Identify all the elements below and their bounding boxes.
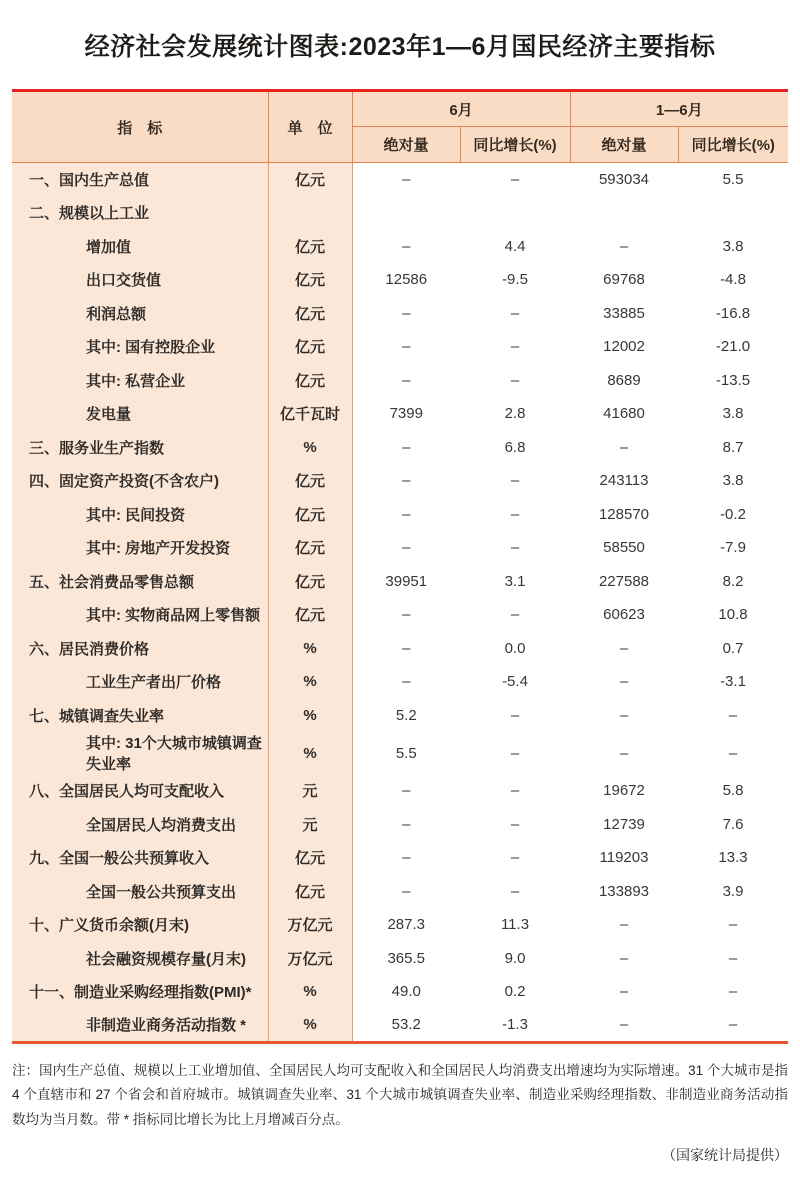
indicators-table — [12, 89, 788, 1044]
june-yoy-cell: 0.2 — [460, 975, 570, 1009]
june-absolute-cell: 49.0 — [352, 975, 460, 1009]
june-yoy-cell: 4.4 — [460, 230, 570, 264]
june-yoy-cell: 0.0 — [460, 632, 570, 666]
june-absolute-cell: – — [352, 364, 460, 398]
june-yoy-cell: 11.3 — [460, 908, 570, 942]
june-yoy-cell: 2.8 — [460, 397, 570, 431]
june-absolute-cell: 53.2 — [352, 1009, 460, 1043]
june-yoy-cell: – — [460, 297, 570, 331]
cum-absolute-cell — [570, 196, 678, 230]
june-yoy-cell: – — [460, 808, 570, 842]
source-credit: （国家统计局提供） — [662, 1147, 788, 1164]
cum-absolute-cell: 593034 — [570, 163, 678, 197]
cum-yoy-cell: 8.2 — [678, 565, 788, 599]
indicator-cell: 十、广义货币余额(月末) — [12, 908, 268, 942]
cum-yoy-cell: -0.2 — [678, 498, 788, 532]
indicator-cell: 八、全国居民人均可支配收入 — [12, 774, 268, 808]
indicator-cell: 出口交货值 — [12, 263, 268, 297]
header-row-groups — [12, 91, 788, 127]
table-row — [12, 908, 788, 942]
unit-cell: 亿元 — [268, 364, 352, 398]
table-row — [12, 297, 788, 331]
indicator-cell: 一、国内生产总值 — [12, 163, 268, 197]
cum-yoy-cell: 7.6 — [678, 808, 788, 842]
indicator-cell: 四、固定资产投资(不含农户) — [12, 464, 268, 498]
unit-cell: 亿元 — [268, 875, 352, 909]
header-cum-absolute: 绝对量 — [570, 127, 678, 163]
page-title: 经济社会发展统计图表:2023年1—6月国民经济主要指标 — [84, 33, 716, 61]
cum-absolute-cell: – — [570, 665, 678, 699]
june-yoy-cell: – — [460, 364, 570, 398]
unit-cell: 亿元 — [268, 498, 352, 532]
cum-absolute-cell: – — [570, 431, 678, 465]
table-row — [12, 464, 788, 498]
june-yoy-cell: – — [460, 531, 570, 565]
cum-absolute-cell: – — [570, 975, 678, 1009]
june-absolute-cell: – — [352, 230, 460, 264]
unit-cell: 亿元 — [268, 464, 352, 498]
cum-yoy-cell: – — [678, 699, 788, 733]
june-absolute-cell: 5.5 — [352, 732, 460, 774]
page — [0, 27, 800, 1165]
table-row — [12, 841, 788, 875]
unit-cell: 亿元 — [268, 565, 352, 599]
june-absolute-cell: – — [352, 163, 460, 197]
june-yoy-cell: – — [460, 841, 570, 875]
cum-yoy-cell: -16.8 — [678, 297, 788, 331]
unit-cell: 亿元 — [268, 263, 352, 297]
table-row — [12, 364, 788, 398]
june-absolute-cell: – — [352, 498, 460, 532]
unit-cell: 亿元 — [268, 598, 352, 632]
unit-cell: % — [268, 1009, 352, 1043]
cum-yoy-cell: 3.9 — [678, 875, 788, 909]
cum-yoy-cell: 13.3 — [678, 841, 788, 875]
table-row — [12, 163, 788, 197]
unit-cell: 万亿元 — [268, 942, 352, 976]
cum-absolute-cell: – — [570, 942, 678, 976]
table-row — [12, 263, 788, 297]
indicator-cell: 工业生产者出厂价格 — [12, 665, 268, 699]
indicator-cell: 其中: 私营企业 — [12, 364, 268, 398]
indicator-cell: 其中: 实物商品网上零售额 — [12, 598, 268, 632]
cum-yoy-cell: 10.8 — [678, 598, 788, 632]
table-row — [12, 975, 788, 1009]
indicator-cell: 五、社会消费品零售总额 — [12, 565, 268, 599]
june-yoy-cell: – — [460, 774, 570, 808]
june-yoy-cell: – — [460, 163, 570, 197]
cum-absolute-cell: – — [570, 732, 678, 774]
june-absolute-cell: 7399 — [352, 397, 460, 431]
cum-yoy-cell: -3.1 — [678, 665, 788, 699]
cum-absolute-cell: – — [570, 632, 678, 666]
cum-absolute-cell: 12739 — [570, 808, 678, 842]
indicator-cell: 全国一般公共预算支出 — [12, 875, 268, 909]
june-yoy-cell: – — [460, 464, 570, 498]
table-row — [12, 330, 788, 364]
unit-cell: 亿千瓦时 — [268, 397, 352, 431]
unit-cell: 元 — [268, 808, 352, 842]
cum-absolute-cell: – — [570, 908, 678, 942]
unit-cell: 亿元 — [268, 163, 352, 197]
june-absolute-cell: – — [352, 665, 460, 699]
unit-cell: % — [268, 431, 352, 465]
table-row — [12, 699, 788, 733]
cum-yoy-cell: – — [678, 942, 788, 976]
cum-absolute-cell: 128570 — [570, 498, 678, 532]
table-body — [12, 163, 788, 1043]
table-row — [12, 632, 788, 666]
cum-yoy-cell: -7.9 — [678, 531, 788, 565]
indicator-cell: 六、居民消费价格 — [12, 632, 268, 666]
indicator-cell: 三、服务业生产指数 — [12, 431, 268, 465]
header-jan-june-group: 1—6月 — [570, 91, 788, 127]
indicator-cell: 其中: 国有控股企业 — [12, 330, 268, 364]
cum-absolute-cell: 60623 — [570, 598, 678, 632]
june-absolute-cell: – — [352, 297, 460, 331]
june-absolute-cell: – — [352, 464, 460, 498]
unit-cell — [268, 196, 352, 230]
unit-cell: 亿元 — [268, 330, 352, 364]
cum-yoy-cell: 5.8 — [678, 774, 788, 808]
indicator-cell: 其中: 民间投资 — [12, 498, 268, 532]
june-yoy-cell: 9.0 — [460, 942, 570, 976]
cum-absolute-cell: – — [570, 1009, 678, 1043]
june-absolute-cell — [352, 196, 460, 230]
indicator-cell: 其中: 房地产开发投资 — [12, 531, 268, 565]
header-cum-yoy: 同比增长(%) — [678, 127, 788, 163]
indicator-cell: 全国居民人均消费支出 — [12, 808, 268, 842]
header-june-group: 6月 — [352, 91, 570, 127]
cum-yoy-cell: -21.0 — [678, 330, 788, 364]
cum-absolute-cell: 33885 — [570, 297, 678, 331]
june-absolute-cell: – — [352, 875, 460, 909]
cum-absolute-cell: 41680 — [570, 397, 678, 431]
june-yoy-cell: – — [460, 598, 570, 632]
cum-yoy-cell: – — [678, 1009, 788, 1043]
cum-yoy-cell: – — [678, 908, 788, 942]
table-row — [12, 531, 788, 565]
unit-cell: % — [268, 732, 352, 774]
cum-yoy-cell: 3.8 — [678, 464, 788, 498]
indicator-cell: 二、规模以上工业 — [12, 196, 268, 230]
cum-absolute-cell: 19672 — [570, 774, 678, 808]
cum-yoy-cell: – — [678, 732, 788, 774]
table-row — [12, 397, 788, 431]
june-yoy-cell: – — [460, 498, 570, 532]
indicator-cell: 其中: 31个大城市城镇调查失业率 — [12, 732, 268, 774]
table-row — [12, 1009, 788, 1043]
table-row — [12, 598, 788, 632]
cum-absolute-cell: 58550 — [570, 531, 678, 565]
table-row — [12, 498, 788, 532]
table-row — [12, 875, 788, 909]
header-june-yoy: 同比增长(%) — [460, 127, 570, 163]
indicator-cell: 七、城镇调查失业率 — [12, 699, 268, 733]
june-absolute-cell: – — [352, 431, 460, 465]
unit-cell: 亿元 — [268, 230, 352, 264]
june-absolute-cell: 365.5 — [352, 942, 460, 976]
cum-yoy-cell: 3.8 — [678, 397, 788, 431]
june-absolute-cell: – — [352, 632, 460, 666]
unit-cell: % — [268, 975, 352, 1009]
june-absolute-cell: – — [352, 598, 460, 632]
header-june-absolute: 绝对量 — [352, 127, 460, 163]
header-unit: 单 位 — [268, 91, 352, 163]
cum-yoy-cell: 8.7 — [678, 431, 788, 465]
june-yoy-cell — [460, 196, 570, 230]
indicator-cell: 利润总额 — [12, 297, 268, 331]
unit-cell: 元 — [268, 774, 352, 808]
june-yoy-cell: -5.4 — [460, 665, 570, 699]
cum-yoy-cell: 0.7 — [678, 632, 788, 666]
unit-cell: 万亿元 — [268, 908, 352, 942]
june-yoy-cell: – — [460, 732, 570, 774]
june-absolute-cell: – — [352, 808, 460, 842]
indicator-cell: 非制造业商务活动指数 * — [12, 1009, 268, 1043]
indicator-cell: 增加值 — [12, 230, 268, 264]
june-yoy-cell: -9.5 — [460, 263, 570, 297]
cum-absolute-cell: – — [570, 699, 678, 733]
table-row — [12, 431, 788, 465]
cum-absolute-cell: 119203 — [570, 841, 678, 875]
table-row — [12, 230, 788, 264]
indicator-cell: 发电量 — [12, 397, 268, 431]
june-absolute-cell: – — [352, 841, 460, 875]
header-indicator: 指 标 — [12, 91, 268, 163]
unit-cell: % — [268, 699, 352, 733]
june-yoy-cell: 6.8 — [460, 431, 570, 465]
table-header — [12, 91, 788, 163]
unit-cell: % — [268, 665, 352, 699]
table-row — [12, 774, 788, 808]
table-row — [12, 732, 788, 774]
cum-absolute-cell: 133893 — [570, 875, 678, 909]
june-absolute-cell: 287.3 — [352, 908, 460, 942]
june-absolute-cell: 12586 — [352, 263, 460, 297]
indicator-cell: 九、全国一般公共预算收入 — [12, 841, 268, 875]
june-yoy-cell: 3.1 — [460, 565, 570, 599]
june-yoy-cell: – — [460, 875, 570, 909]
cum-absolute-cell: 243113 — [570, 464, 678, 498]
unit-cell: 亿元 — [268, 297, 352, 331]
cum-yoy-cell — [678, 196, 788, 230]
june-absolute-cell: – — [352, 330, 460, 364]
june-yoy-cell: – — [460, 330, 570, 364]
cum-absolute-cell: 69768 — [570, 263, 678, 297]
table-row — [12, 942, 788, 976]
cum-absolute-cell: 12002 — [570, 330, 678, 364]
unit-cell: 亿元 — [268, 531, 352, 565]
unit-cell: % — [268, 632, 352, 666]
indicator-cell: 十一、制造业采购经理指数(PMI)* — [12, 975, 268, 1009]
cum-yoy-cell: -4.8 — [678, 263, 788, 297]
table-row — [12, 196, 788, 230]
cum-absolute-cell: 227588 — [570, 565, 678, 599]
cum-yoy-cell: -13.5 — [678, 364, 788, 398]
june-absolute-cell: 39951 — [352, 565, 460, 599]
june-yoy-cell: -1.3 — [460, 1009, 570, 1043]
cum-absolute-cell: – — [570, 230, 678, 264]
cum-absolute-cell: 8689 — [570, 364, 678, 398]
june-absolute-cell: 5.2 — [352, 699, 460, 733]
table-row — [12, 808, 788, 842]
indicator-cell: 社会融资规模存量(月末) — [12, 942, 268, 976]
june-absolute-cell: – — [352, 531, 460, 565]
june-absolute-cell: – — [352, 774, 460, 808]
cum-yoy-cell: – — [678, 975, 788, 1009]
table-row — [12, 665, 788, 699]
table-row — [12, 565, 788, 599]
june-yoy-cell: – — [460, 699, 570, 733]
cum-yoy-cell: 5.5 — [678, 163, 788, 197]
footnote: 注：国内生产总值、规模以上工业增加值、全国居民人均可支配收入和全国居民人均消费支出增速均为实际增速。31 个大城市是指 4 个直辖市和 27 个省会和首府城市。城镇调查失业率、31 个大城市城镇调查失业率、制造业采购经理指数、非制造业商务活动指数均为当月数。带 * 指标同比增长为比上月增减百分点。 — [12, 1062, 788, 1128]
cum-yoy-cell: 3.8 — [678, 230, 788, 264]
unit-cell: 亿元 — [268, 841, 352, 875]
